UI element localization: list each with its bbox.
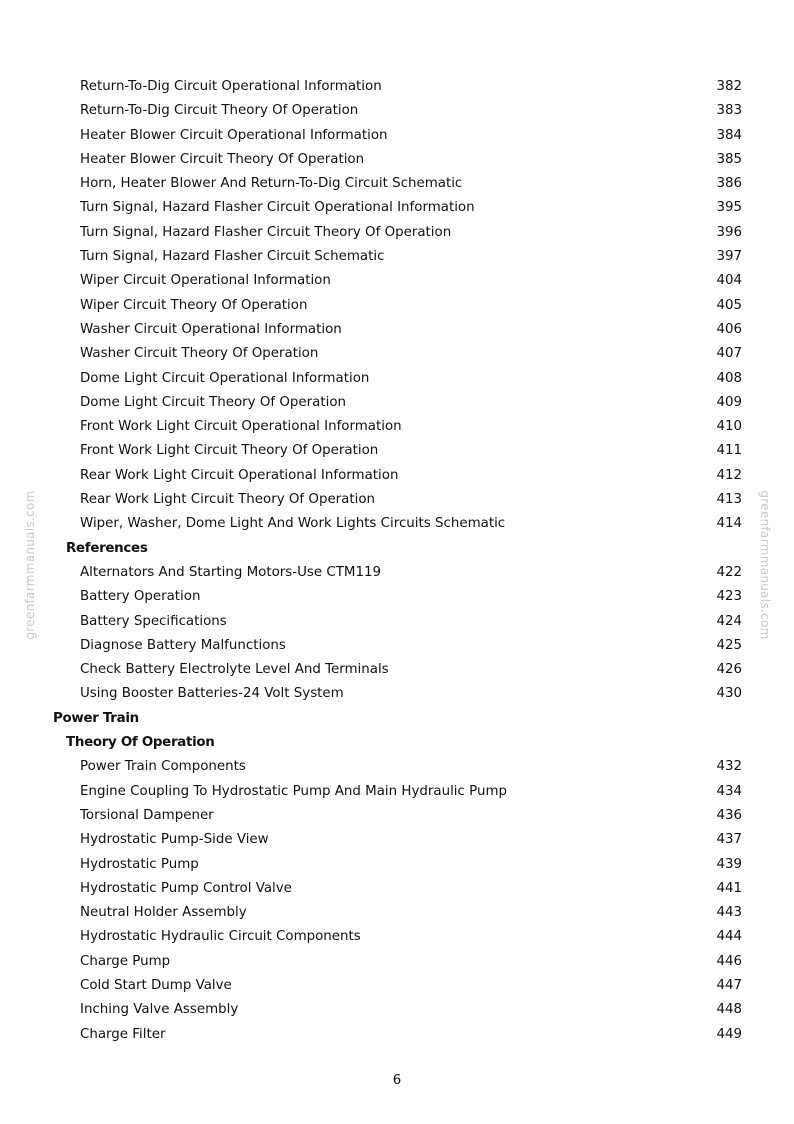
toc-entry-title: Hydrostatic Pump-Side View: [80, 832, 269, 848]
toc-entry-page-number: 449: [716, 1026, 742, 1042]
toc-entry-page-number: 422: [716, 564, 742, 580]
toc-entry[interactable]: [0, 196, 794, 220]
toc-entry-page-number: 448: [716, 1002, 742, 1018]
toc-entry-title: Washer Circuit Theory Of Operation: [80, 346, 319, 362]
toc-entry-page-number: 385: [716, 151, 742, 167]
toc-entry-page-number: 446: [716, 953, 742, 969]
toc-entry[interactable]: [0, 318, 794, 342]
toc-entry-title: Front Work Light Circuit Theory Of Operation: [80, 443, 379, 459]
toc-entry-title: Wiper Circuit Operational Information: [80, 273, 331, 289]
toc-entry[interactable]: [0, 950, 794, 974]
toc-entry[interactable]: [0, 828, 794, 852]
toc-entry-page-number: 441: [716, 880, 742, 896]
toc-entry-title: Using Booster Batteries-24 Volt System: [80, 686, 344, 702]
toc-entry-page-number: 386: [716, 176, 742, 192]
toc-entry[interactable]: [0, 901, 794, 925]
toc-entry-title: Check Battery Electrolyte Level And Terminals: [80, 662, 389, 678]
toc-entry[interactable]: [0, 75, 794, 99]
toc-entry-title: Neutral Holder Assembly: [80, 905, 247, 921]
toc-entry-title: Cold Start Dump Valve: [80, 977, 232, 993]
toc-entry-page-number: 384: [716, 127, 742, 143]
watermark-left: greenfarmmanuals.com: [23, 490, 37, 640]
toc-entry-title: Charge Filter: [80, 1026, 166, 1042]
toc-entry-page-number: 430: [716, 686, 742, 702]
toc-entry-page-number: 426: [716, 662, 742, 678]
toc-entry-page-number: 414: [716, 516, 742, 532]
toc-entry-page-number: 425: [716, 637, 742, 653]
toc-entry[interactable]: [0, 658, 794, 682]
toc-entry[interactable]: [0, 269, 794, 293]
toc-entry-title: Theory Of Operation: [66, 735, 215, 751]
toc-entry-title: Front Work Light Circuit Operational Information: [80, 419, 402, 435]
toc-entry-title: Turn Signal, Hazard Flasher Circuit Schematic: [80, 249, 385, 265]
toc-entry-title: Dome Light Circuit Theory Of Operation: [80, 394, 347, 410]
toc-entry[interactable]: [0, 367, 794, 391]
toc-entry-page-number: 397: [716, 249, 742, 265]
toc-entry-page-number: 411: [716, 443, 742, 459]
toc-entry-title: Hydrostatic Hydraulic Circuit Components: [80, 929, 361, 945]
toc-subsection-heading[interactable]: [0, 537, 794, 561]
toc-entry-page-number: 423: [716, 589, 742, 605]
toc-entry[interactable]: [0, 342, 794, 366]
toc-entry[interactable]: [0, 877, 794, 901]
toc-entry[interactable]: [0, 634, 794, 658]
toc-entry[interactable]: [0, 585, 794, 609]
toc-subsection-heading[interactable]: [0, 731, 794, 755]
toc-entry[interactable]: [0, 755, 794, 779]
toc-entry-title: Hydrostatic Pump: [80, 856, 199, 872]
toc-entry[interactable]: [0, 439, 794, 463]
toc-entry-title: Battery Operation: [80, 589, 201, 605]
toc-entry-title: Wiper Circuit Theory Of Operation: [80, 297, 308, 313]
toc-entry-title: Power Train Components: [80, 759, 246, 775]
toc-entry-title: Return-To-Dig Circuit Theory Of Operation: [80, 103, 359, 119]
toc-entry-page-number: 407: [716, 346, 742, 362]
toc-entry-title: Charge Pump: [80, 953, 171, 969]
toc-entry[interactable]: [0, 682, 794, 706]
toc-entry[interactable]: [0, 925, 794, 949]
toc-entry-title: Alternators And Starting Motors-Use CTM119: [80, 564, 382, 580]
toc-entry-title: Heater Blower Circuit Operational Information: [80, 127, 388, 143]
toc-entry[interactable]: [0, 99, 794, 123]
toc-entry[interactable]: [0, 221, 794, 245]
toc-entry-page-number: 432: [716, 759, 742, 775]
toc-entry-page-number: 436: [716, 807, 742, 823]
toc-entry-title: Hydrostatic Pump Control Valve: [80, 880, 292, 896]
toc-entry[interactable]: [0, 998, 794, 1022]
watermark-right: greenfarmmanuals.com: [758, 490, 772, 640]
toc-entry-page-number: 408: [716, 370, 742, 386]
toc-entry-page-number: 404: [716, 273, 742, 289]
toc-entry-title: Turn Signal, Hazard Flasher Circuit Theory Of Operation: [80, 224, 452, 240]
toc-entry-title: Turn Signal, Hazard Flasher Circuit Operational Information: [80, 200, 475, 216]
toc-entry-title: Rear Work Light Circuit Theory Of Operation: [80, 492, 376, 508]
toc-entry-page-number: 396: [716, 224, 742, 240]
toc-entry-title: Torsional Dampener: [80, 807, 214, 823]
toc-entry[interactable]: [0, 1023, 794, 1047]
toc-entry-title: Diagnose Battery Malfunctions: [80, 637, 286, 653]
toc-entry[interactable]: [0, 124, 794, 148]
toc-entry-title: Dome Light Circuit Operational Information: [80, 370, 370, 386]
toc-entry-title: Battery Specifications: [80, 613, 227, 629]
toc-entry[interactable]: [0, 974, 794, 998]
toc-entry-title: Power Train: [53, 710, 139, 726]
toc-entry-page-number: 434: [716, 783, 742, 799]
toc-entry-page-number: 382: [716, 79, 742, 94]
toc-entry-page-number: 444: [716, 929, 742, 945]
toc-entry-page-number: 410: [716, 419, 742, 435]
toc-entry[interactable]: [0, 610, 794, 634]
toc-entry[interactable]: [0, 804, 794, 828]
toc-entry[interactable]: [0, 488, 794, 512]
toc-entry[interactable]: [0, 853, 794, 877]
toc-entry[interactable]: [0, 294, 794, 318]
toc-entry-title: Washer Circuit Operational Information: [80, 321, 342, 337]
toc-entry-page-number: 409: [716, 394, 742, 410]
toc-entry-title: Rear Work Light Circuit Operational Information: [80, 467, 399, 483]
toc-entry-page-number: 437: [716, 832, 742, 848]
toc-entry[interactable]: [0, 391, 794, 415]
toc-entry-page-number: 443: [716, 905, 742, 921]
toc-entry-title: Engine Coupling To Hydrostatic Pump And Main Hydraulic Pump: [80, 783, 508, 799]
toc-entry[interactable]: [0, 148, 794, 172]
toc-entry[interactable]: [0, 512, 794, 536]
toc-entry-title: Heater Blower Circuit Theory Of Operation: [80, 151, 365, 167]
toc-entry-title: References: [66, 540, 148, 556]
toc-entry-page-number: 395: [716, 200, 742, 216]
toc-entry[interactable]: [0, 464, 794, 488]
toc-entry[interactable]: [0, 780, 794, 804]
toc-entry-page-number: 413: [716, 492, 742, 508]
toc-entry-page-number: 412: [716, 467, 742, 483]
toc-entry-page-number: 447: [716, 977, 742, 993]
toc-entry[interactable]: [0, 172, 794, 196]
page-number: 6: [392, 1073, 402, 1088]
toc-entry-title: Wiper, Washer, Dome Light And Work Lights Circuits Schematic: [80, 516, 506, 532]
toc-entry-title: Return-To-Dig Circuit Operational Information: [80, 79, 382, 94]
toc-entry-page-number: 439: [716, 856, 742, 872]
toc-entry-page-number: 383: [716, 103, 742, 119]
toc-entry-page-number: 406: [716, 321, 742, 337]
toc-section-heading[interactable]: [0, 707, 794, 731]
toc-entry[interactable]: [0, 561, 794, 585]
toc-entry-title: Horn, Heater Blower And Return-To-Dig Circuit Schematic: [80, 176, 463, 192]
toc-entry-page-number: 424: [716, 613, 742, 629]
table-of-contents: [0, 75, 794, 1047]
toc-entry[interactable]: [0, 415, 794, 439]
toc-entry-page-number: 405: [716, 297, 742, 313]
toc-entry-title: Inching Valve Assembly: [80, 1002, 239, 1018]
toc-entry[interactable]: [0, 245, 794, 269]
